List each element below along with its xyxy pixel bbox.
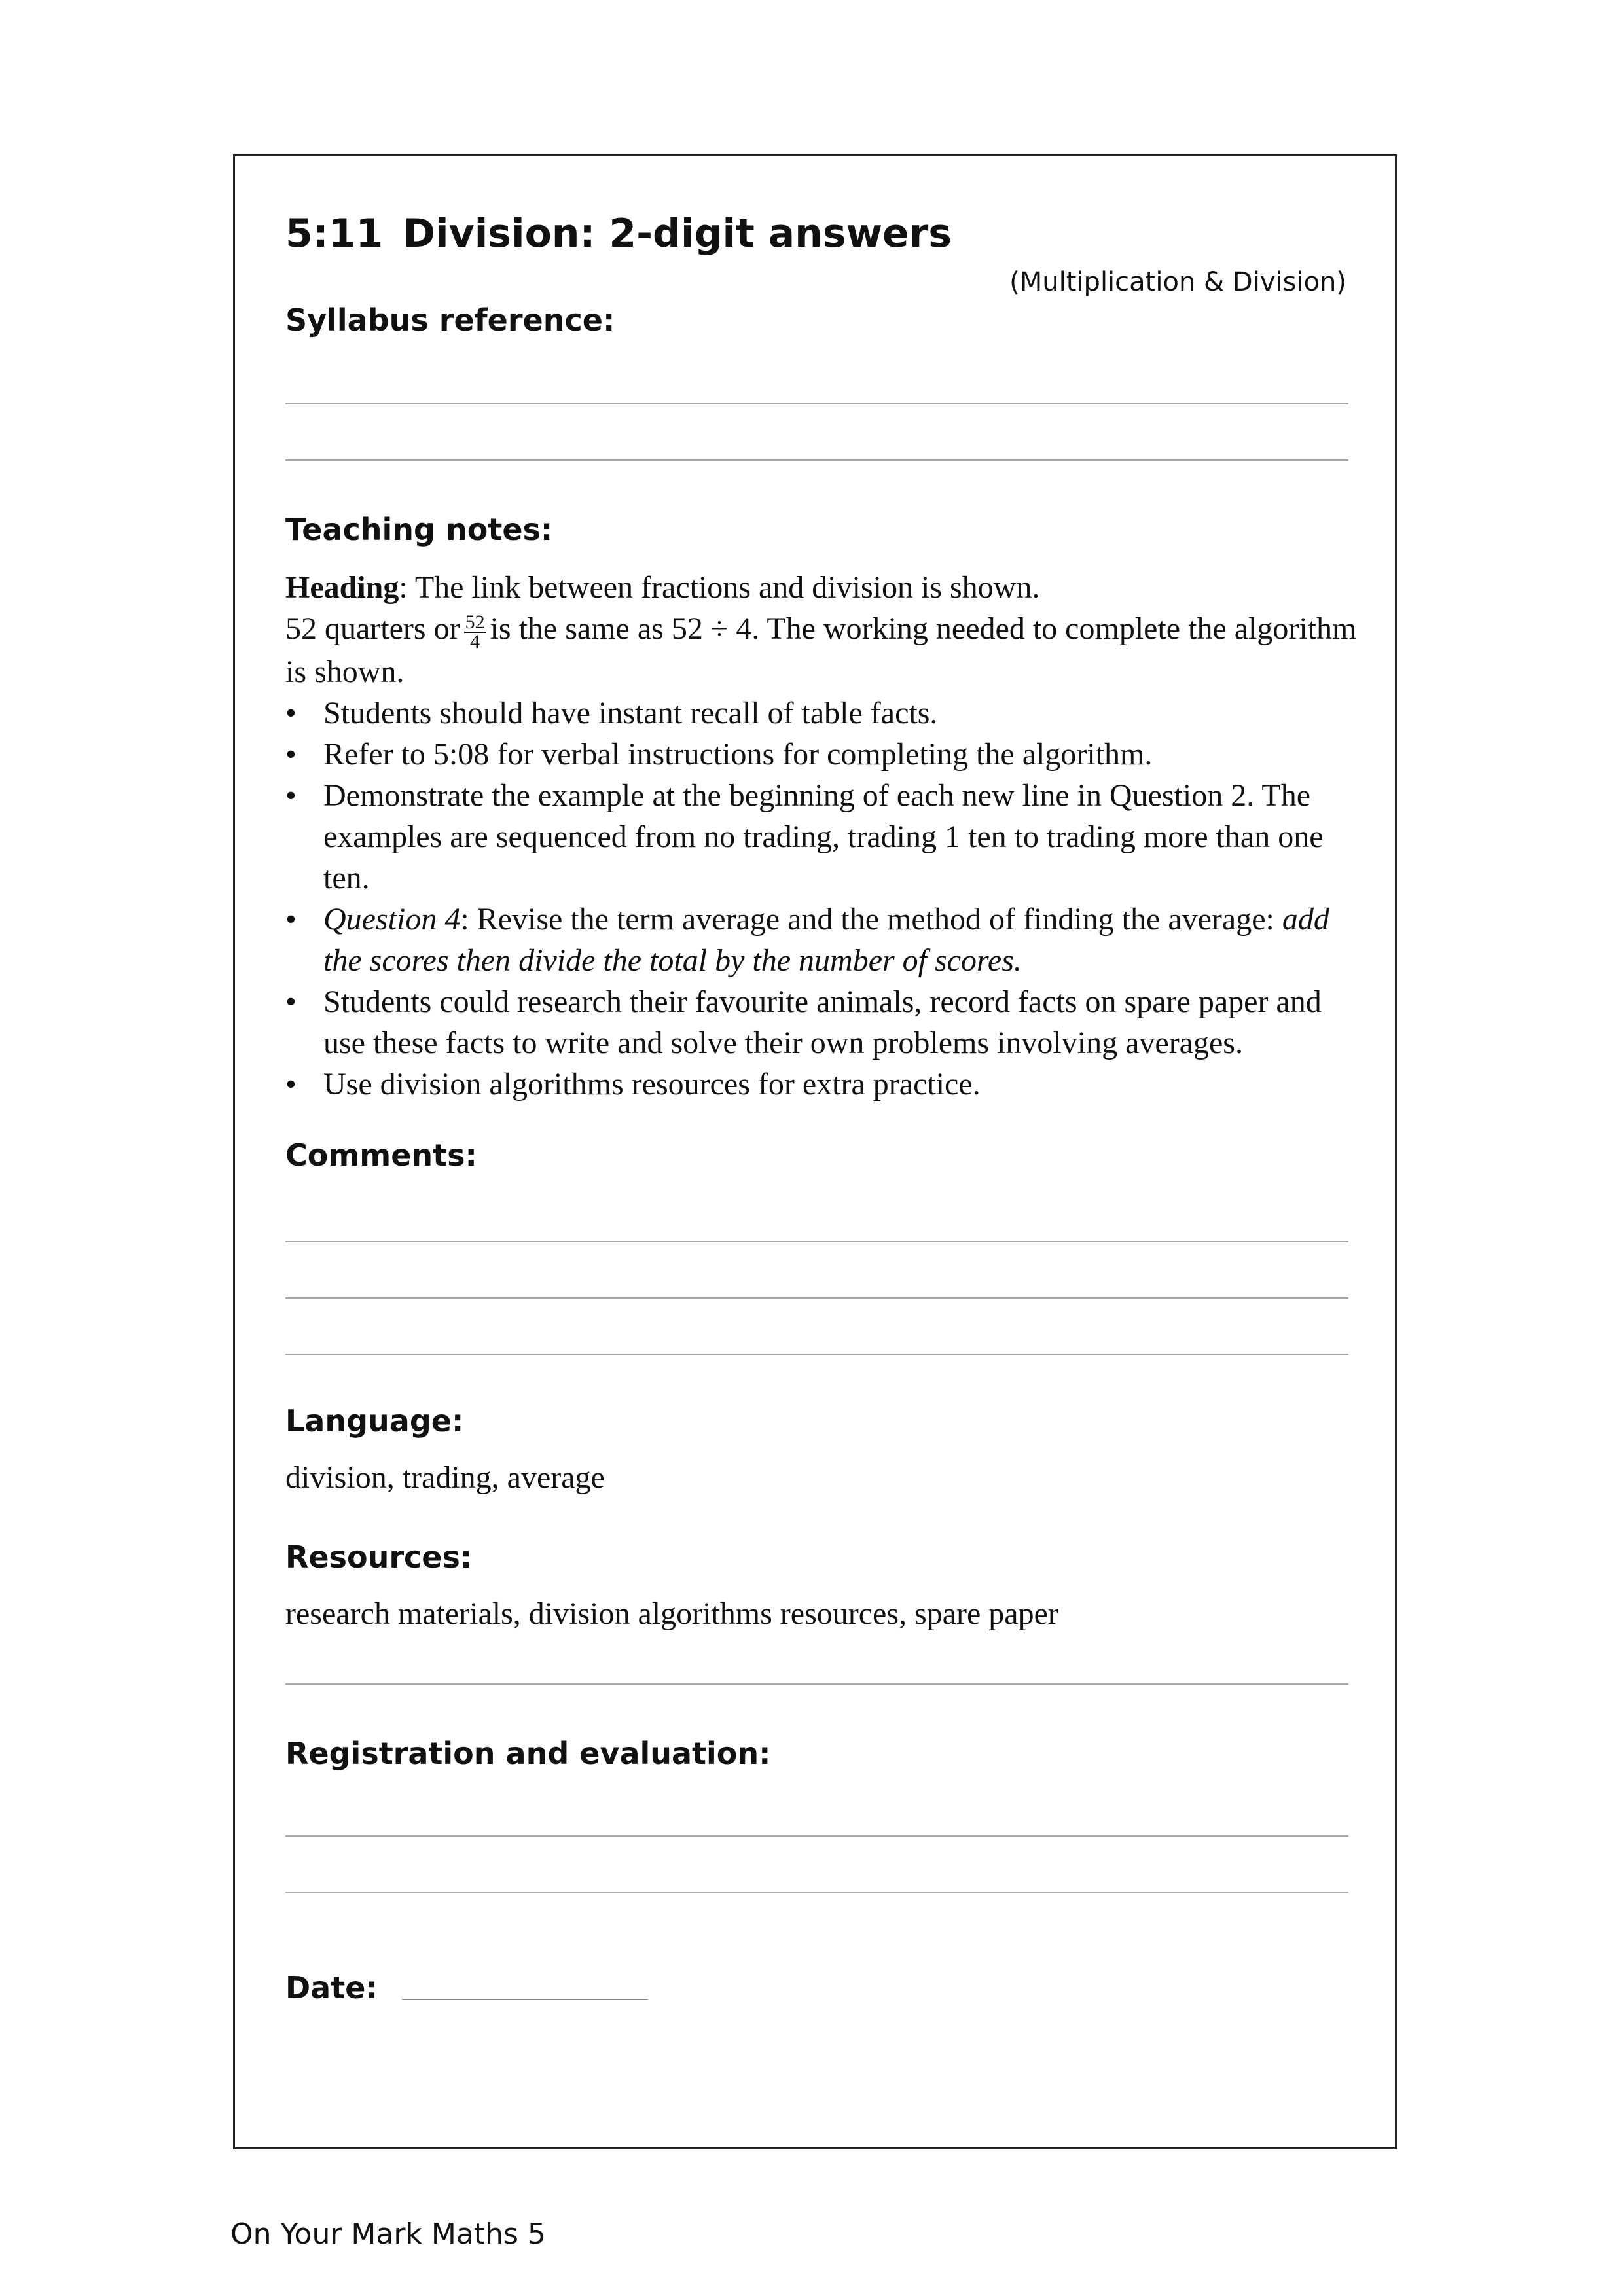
syllabus-line-2[interactable] <box>285 459 1348 461</box>
list-item <box>285 734 1359 775</box>
list-item <box>285 899 1359 981</box>
bullet-icon: • <box>285 902 297 937</box>
registration-line-1[interactable] <box>285 1835 1348 1837</box>
syllabus-line-1[interactable] <box>285 403 1348 404</box>
list-item-text: Students should have instant recall of table facts. <box>323 696 938 730</box>
average-method-text: add the scores then divide the total by the number of scores. <box>323 902 1329 978</box>
notes-heading-line <box>285 567 1359 608</box>
list-item <box>285 692 1359 734</box>
title-number: 5:11 <box>285 211 384 257</box>
comments-line-1[interactable] <box>285 1241 1348 1242</box>
list-item-text: Students could research their favourite animals, record facts on spare paper and use these facts to write and solve their own problems involving averages. <box>323 984 1322 1060</box>
notes-fraction-line <box>285 608 1359 692</box>
notes-heading-label: Heading <box>285 570 399 605</box>
bullet-icon: • <box>285 778 297 813</box>
comments-heading: Comments: <box>285 1138 477 1173</box>
resources-line[interactable] <box>285 1683 1348 1685</box>
strand-label: (Multiplication & Division) <box>1009 267 1346 297</box>
comments-line-3[interactable] <box>285 1354 1348 1355</box>
notes-heading-text: : The link between fractions and division is shown. <box>399 570 1040 605</box>
teaching-notes-heading: Teaching notes: <box>285 512 553 547</box>
comments-line-2[interactable] <box>285 1297 1348 1299</box>
bullet-icon: • <box>285 696 297 730</box>
language-text: division, trading, average <box>285 1460 605 1495</box>
fraction-52-over-4 <box>464 613 486 651</box>
list-item <box>285 981 1359 1064</box>
list-item-text: Use division algorithms resources for extra practice. <box>323 1067 981 1102</box>
list-item-text: Refer to 5:08 for verbal instructions for completing the algorithm. <box>323 737 1153 772</box>
bullet-icon: • <box>285 1067 297 1102</box>
list-item <box>285 775 1359 899</box>
date-label: Date: <box>285 1970 378 2005</box>
notes-bullet-list <box>285 692 1359 1105</box>
fraction-line-end: is the same as 52 ÷ 4. The working needed to complete the algorithm is shown. <box>285 611 1357 689</box>
teaching-notes-body <box>285 567 1359 1105</box>
fraction-line-start: 52 quarters or <box>285 611 460 646</box>
syllabus-heading: Syllabus reference: <box>285 302 615 338</box>
date-line[interactable] <box>402 1999 648 2000</box>
list-item <box>285 1064 1359 1105</box>
fraction-denominator: 4 <box>470 631 480 653</box>
fraction-numerator: 52 <box>465 611 485 633</box>
list-item-text: Demonstrate the example at the beginning of each new line in Question 2. The examples are sequenced from no trading, trading 1 ten to trading more than one ten. <box>323 778 1324 895</box>
language-heading: Language: <box>285 1403 464 1439</box>
bullet-icon: • <box>285 737 297 772</box>
bullet-icon: • <box>285 984 297 1019</box>
title-text: Division: 2-digit answers <box>403 211 952 257</box>
resources-text: research materials, division algorithms resources, spare paper <box>285 1596 1058 1631</box>
footer-book-title: On Your Mark Maths 5 <box>230 2217 546 2251</box>
resources-heading: Resources: <box>285 1539 473 1575</box>
page-title <box>285 211 952 257</box>
registration-heading: Registration and evaluation: <box>285 1736 771 1771</box>
question-4-label: Question 4 <box>323 902 461 937</box>
registration-line-2[interactable] <box>285 1892 1348 1893</box>
list-item-text: : Revise the term average and the method of finding the average: <box>460 902 1274 937</box>
